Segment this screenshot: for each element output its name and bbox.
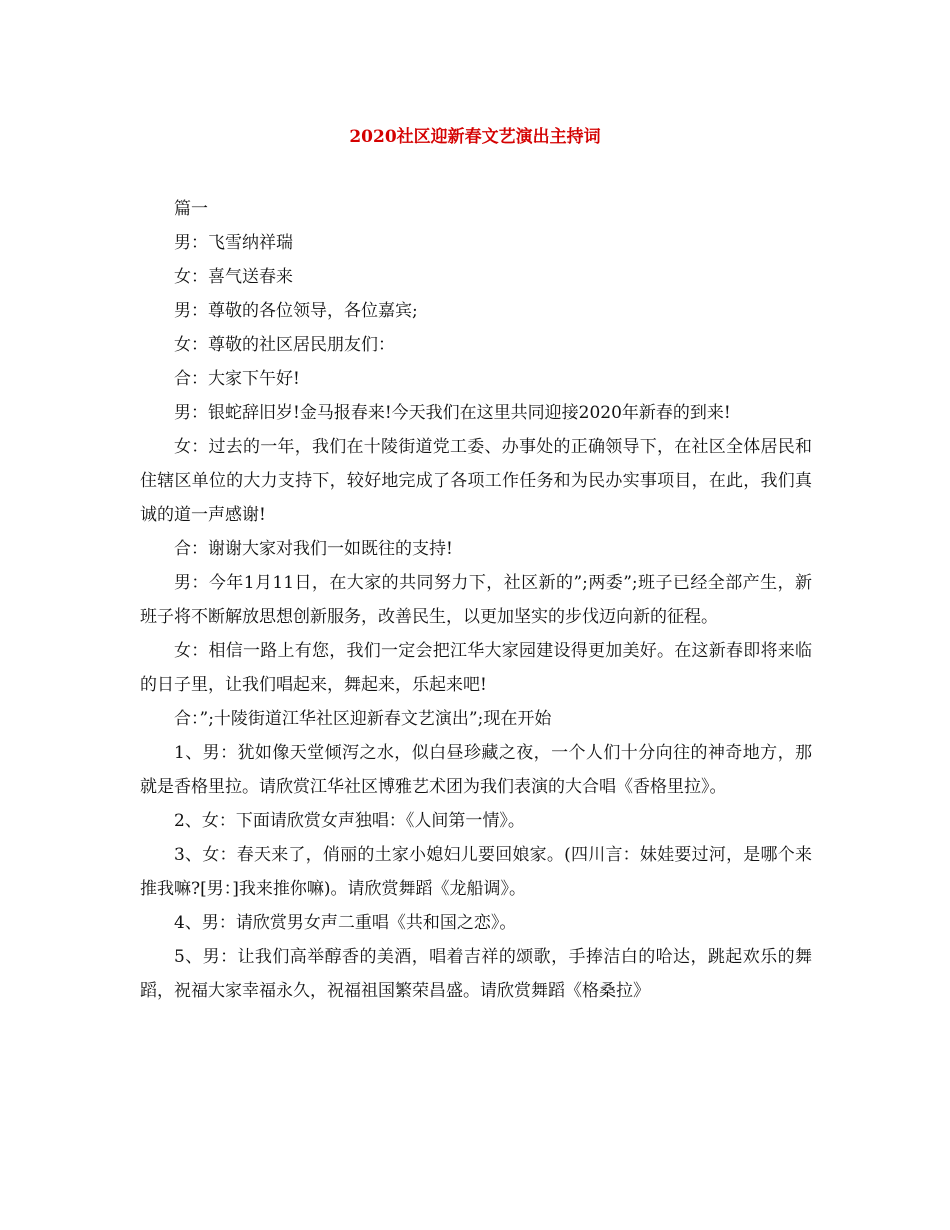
paragraph: 男：飞雪纳祥瑞 [174, 233, 293, 253]
paragraph: 1、男：犹如像天堂倾泻之水，似白昼珍藏之夜，一个人们十分向往的神奇地方，那就是香格里拉。请欣赏江华社区博雅艺术团为我们表演的大合唱《香格里拉》。 [140, 743, 812, 797]
paragraph: 4、男：请欣赏男女声二重唱《共和国之恋》。 [174, 913, 517, 933]
document-body [140, 192, 812, 1008]
paragraph: 男：今年1月11日，在大家的共同努力下，社区新的”;两委”;班子已经全部产生，新班子将不断解放思想创新服务，改善民生，以更加坚实的步伐迈向新的征程。 [140, 573, 812, 627]
paragraph: 男：银蛇辞旧岁!金马报春来!今天我们在这里共同迎接2020年新春的到来! [174, 403, 731, 423]
paragraph: 女：过去的一年，我们在十陵街道党工委、办事处的正确领导下，在社区全体居民和住辖区单位的大力支持下，较好地完成了各项工作任务和为民办实事项目，在此，我们真诚的道一声感谢! [140, 437, 812, 525]
paragraph: 合：”;十陵街道江华社区迎新春文艺演出”;现在开始 [174, 709, 552, 729]
paragraph: 2、女：下面请欣赏女声独唱：《人间第一情》。 [174, 811, 525, 831]
paragraph: 5、男：让我们高举醇香的美酒，唱着吉祥的颂歌，手捧洁白的哈达，跳起欢乐的舞蹈，祝福大家幸福永久，祝福祖国繁荣昌盛。请欣赏舞蹈《格桑拉》 [140, 947, 812, 1001]
paragraph: 合：谢谢大家对我们一如既往的支持! [174, 539, 453, 559]
paragraph: 女：相信一路上有您，我们一定会把江华大家园建设得更加美好。在这新春即将来临的日子里，让我们唱起来，舞起来，乐起来吧! [140, 641, 812, 695]
document-title: 2020社区迎新春文艺演出主持词 [349, 127, 601, 147]
paragraph: 3、女：春天来了，俏丽的土家小媳妇儿要回娘家。(四川言：妹娃要过河，是哪个来推我嘛?[男：]我来推你嘛)。请欣赏舞蹈《龙船调》。 [140, 845, 812, 899]
paragraph: 篇一 [174, 199, 208, 219]
paragraph: 合：大家下午好! [174, 369, 300, 389]
paragraph: 女：喜气送春来 [174, 267, 293, 287]
paragraph: 女：尊敬的社区居民朋友们： [174, 335, 395, 355]
paragraph: 男：尊敬的各位领导，各位嘉宾; [174, 301, 418, 321]
